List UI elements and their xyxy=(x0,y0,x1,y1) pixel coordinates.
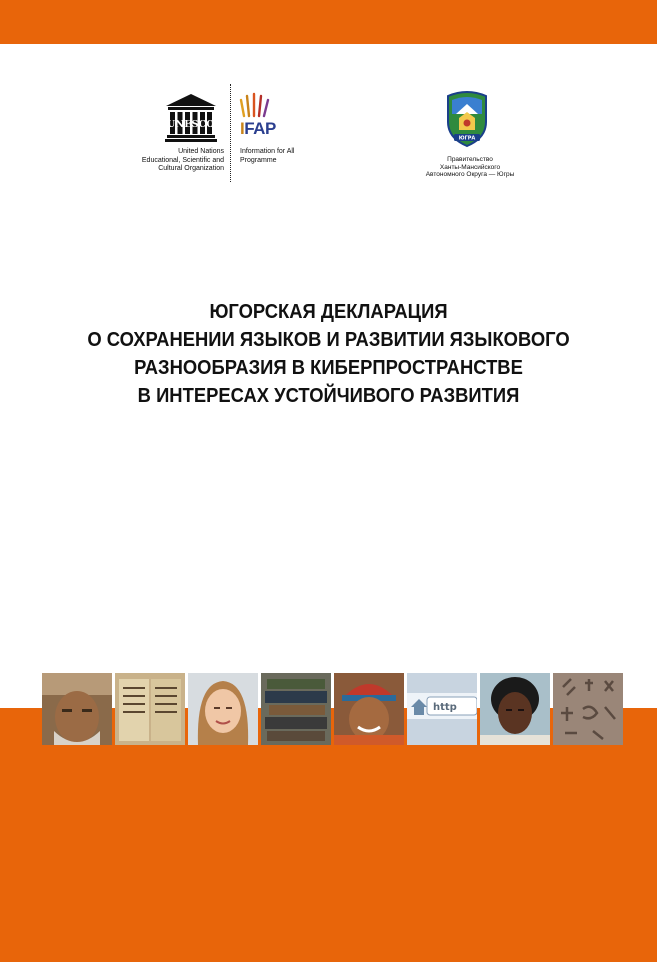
khmao-emblem-text: ЮГРА xyxy=(458,135,476,142)
photo-young-woman xyxy=(188,673,258,745)
browser-http-text: http xyxy=(433,702,457,713)
photo-african-woman xyxy=(480,673,550,745)
title-line: В ИНТЕРЕСАХ УСТОЙЧИВОГО РАЗВИТИЯ xyxy=(137,385,520,407)
unesco-ifap-logo xyxy=(126,84,316,184)
unesco-caption-line: Cultural Organization xyxy=(158,165,224,172)
khmao-caption-line: Ханты-Мансийского xyxy=(439,163,501,171)
khmao-coat-of-arms-icon xyxy=(442,88,492,148)
document-title xyxy=(45,298,613,410)
top-orange-band xyxy=(0,0,657,44)
photo-manuscript xyxy=(115,673,185,745)
photo-stack-of-books xyxy=(261,673,331,745)
logo-divider xyxy=(230,84,231,182)
unesco-caption-line: United Nations xyxy=(178,148,224,155)
unesco-temple-icon xyxy=(164,92,218,144)
title-line: ЮГОРСКАЯ ДЕКЛАРАЦИЯ xyxy=(209,301,448,323)
photo-man-traditional-hat xyxy=(334,673,404,745)
unesco-caption-line: Educational, Scientific and xyxy=(141,156,224,164)
khmao-caption xyxy=(418,156,522,179)
unesco-caption xyxy=(126,148,224,174)
photo-strip xyxy=(42,673,626,745)
unesco-wordmark: UNESCO xyxy=(167,120,215,130)
ifap-wordmark-rest: FAP xyxy=(244,119,276,138)
ifap-caption-line: Information for All xyxy=(240,148,295,155)
ifap-caption xyxy=(240,148,294,165)
khmao-caption-line: Автономного Округа — Югры xyxy=(425,171,515,178)
khmao-government-logo xyxy=(418,84,528,184)
bottom-orange-band xyxy=(0,708,657,962)
photo-browser-address-bar xyxy=(407,673,477,745)
khmao-caption-line: Правительство xyxy=(447,156,493,163)
ifap-wordmark xyxy=(240,120,276,138)
ifap-wordmark-i: I xyxy=(240,119,245,138)
ifap-caption-line: Programme xyxy=(240,156,277,164)
photo-elderly-man xyxy=(42,673,112,745)
title-line: РАЗНООБРАЗИЯ В КИБЕРПРОСТРАНСТВЕ xyxy=(134,357,523,379)
photo-ancient-inscription xyxy=(553,673,623,745)
title-line: О СОХРАНЕНИИ ЯЗЫКОВ И РАЗВИТИИ ЯЗЫКОВОГО xyxy=(87,329,570,351)
ifap-rays-icon xyxy=(238,92,282,118)
